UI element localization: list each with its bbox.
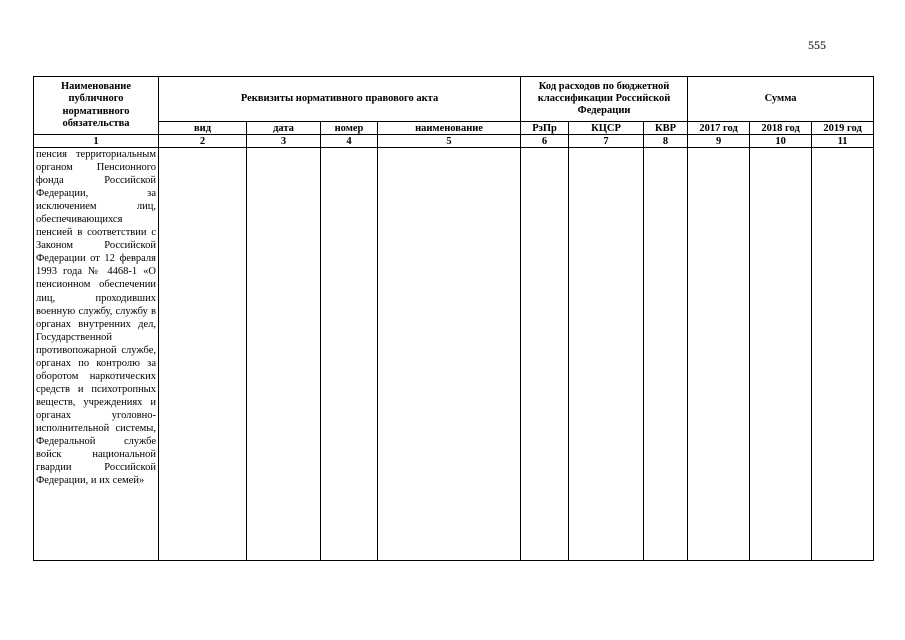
type-cell <box>159 148 247 561</box>
header-requisites: Реквизиты нормативного правового акта <box>159 77 521 122</box>
obligations-table <box>33 76 874 561</box>
sum-2019-cell <box>812 148 874 561</box>
number-cell <box>321 148 378 561</box>
kvr-cell <box>644 148 688 561</box>
header-sum: Сумма <box>688 77 874 122</box>
column-number: 7 <box>569 135 644 148</box>
header-date: дата <box>247 122 321 135</box>
header-budget-code: Код расходов по бюджетной классификации Российской Федерации <box>521 77 688 122</box>
header-name: наименование <box>378 122 521 135</box>
header-obligation: Наименование публичного нормативного обязательства <box>34 77 159 135</box>
sum-2018-cell <box>750 148 812 561</box>
column-number: 1 <box>34 135 159 148</box>
column-number: 9 <box>688 135 750 148</box>
header-number: номер <box>321 122 378 135</box>
name-cell <box>378 148 521 561</box>
header-kcsr: КЦСР <box>569 122 644 135</box>
column-number: 4 <box>321 135 378 148</box>
column-number: 11 <box>812 135 874 148</box>
header-2017: 2017 год <box>688 122 750 135</box>
column-number: 10 <box>750 135 812 148</box>
header-rzpr: РзПр <box>521 122 569 135</box>
header-kvr: КВР <box>644 122 688 135</box>
column-number: 2 <box>159 135 247 148</box>
rzpr-cell <box>521 148 569 561</box>
column-number: 3 <box>247 135 321 148</box>
table-row <box>34 148 874 561</box>
header-2019: 2019 год <box>812 122 874 135</box>
header-row-numbers <box>34 135 874 148</box>
page-number: 555 <box>808 38 826 52</box>
kcsr-cell <box>569 148 644 561</box>
header-type: вид <box>159 122 247 135</box>
header-2018: 2018 год <box>750 122 812 135</box>
header-row-main <box>34 77 874 122</box>
column-number: 6 <box>521 135 569 148</box>
column-number: 8 <box>644 135 688 148</box>
date-cell <box>247 148 321 561</box>
column-number: 5 <box>378 135 521 148</box>
header-row-sub <box>34 122 874 135</box>
sum-2017-cell <box>688 148 750 561</box>
obligation-cell: пенсия территориальным органом Пенсионного фонда Российской Федерации, за исключением лиц, обеспечивающихся пенсией в соответствии с Законом Российской Федерации от 12 февраля 1993 года № 4468-1 «О пенсионном обеспечении лиц, проходивших военную службу, службу в органах внутренних дел, Государственной противопожарной службе, органах по контролю за оборотом наркотических средств и психотропных веществ, учреждениях и органах уголовно-исполнительной системы, Федеральной службе войск национальной гвардии Российской Федерации, и их семей» <box>34 148 159 561</box>
